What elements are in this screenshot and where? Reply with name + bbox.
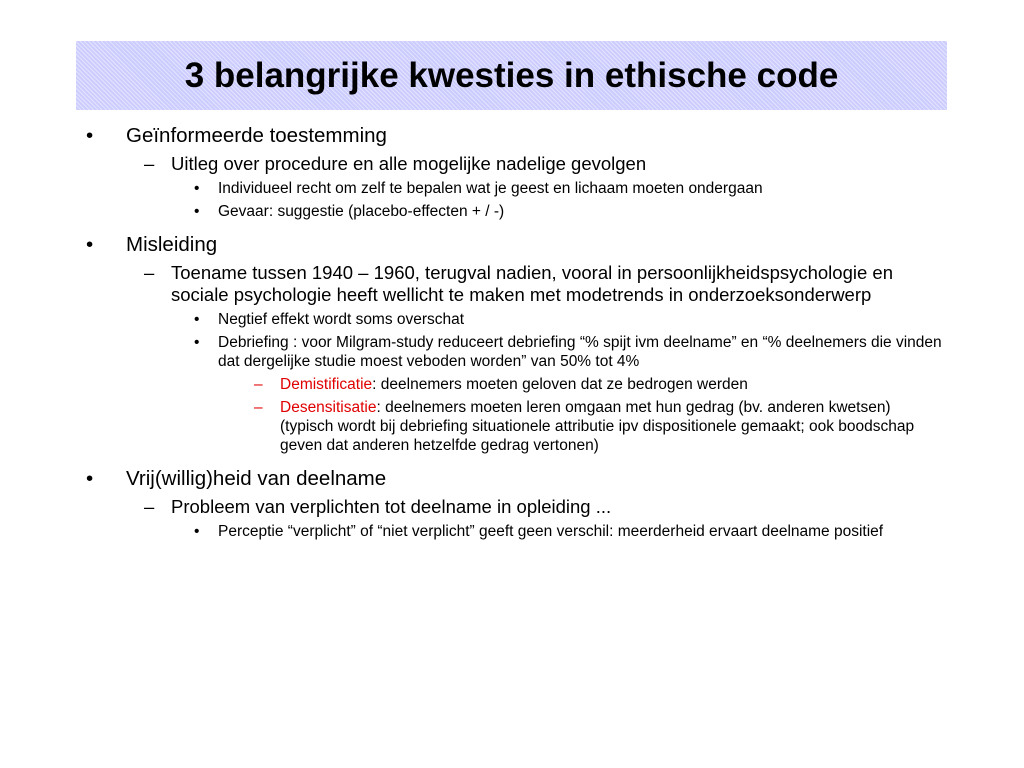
- title-banner: [76, 41, 947, 110]
- sub-bullet-text: Probleem van verplichten tot deelname in opleiding ...: [171, 496, 612, 517]
- sub-sub-bullet-danger: [86, 202, 946, 221]
- bullet-text: Geïnformeerde toestemming: [126, 124, 387, 147]
- bullet-dot-icon: •: [194, 334, 200, 351]
- dash-icon: –: [144, 496, 155, 517]
- bullet-dot-icon: •: [194, 203, 200, 220]
- level4-bullet-text: : deelnemers moeten geloven dat ze bedrogen werden: [372, 376, 748, 393]
- bullet-dot-icon: •: [86, 233, 94, 256]
- level4-bullet-text: : deelnemers moeten leren omgaan met hun gedrag (bv. anderen kwetsen) (typisch wordt bij debriefing situationele attributie ipv dispositionele gemaakt; ook boodschap geven dat anderen hetzelfde gedrag vertonen): [280, 399, 915, 454]
- dash-icon: –: [254, 376, 263, 393]
- level4-bullet-desensitization: [86, 398, 946, 455]
- sub-bullet-text: Toename tussen 1940 – 1960, terugval nadien, vooral in persoonlijkheidspsychologie en sociale psychologie heeft wellicht te maken met modetrends in onderzoeksonderwerp: [171, 262, 893, 305]
- dash-icon: –: [144, 153, 155, 174]
- sub-bullet-increase: [86, 262, 946, 306]
- bullet-dot-icon: •: [86, 124, 94, 147]
- dash-icon: –: [144, 262, 155, 283]
- bullet-deception: [86, 233, 946, 257]
- sub-bullet-text: Uitleg over procedure en alle mogelijke nadelige gevolgen: [171, 153, 647, 174]
- term-desensitization: Desensitisatie: [280, 399, 377, 416]
- level4-bullet-demystification: [86, 375, 946, 394]
- bullet-dot-icon: •: [86, 467, 94, 490]
- sub-sub-bullet-right: [86, 179, 946, 198]
- sub-bullet-obligation: [86, 496, 946, 518]
- sub-sub-bullet-text: Gevaar: suggestie (placebo-effecten + / -): [218, 203, 505, 220]
- bullet-informed-consent: [86, 124, 946, 148]
- sub-sub-bullet-text: Debriefing : voor Milgram-study reduceert debriefing “% spijt ivm deelname” en “% deelnemers die vinden dat dergelijke studie moest veboden worden” van 50% tot 4%: [218, 334, 942, 370]
- sub-sub-bullet-text: Individueel recht om zelf te bepalen wat je geest en lichaam moeten ondergaan: [218, 180, 763, 197]
- sub-sub-bullet-negative-effect: [86, 310, 946, 329]
- sub-sub-bullet-debriefing: [86, 333, 946, 371]
- dash-icon: –: [254, 399, 263, 416]
- bullet-dot-icon: •: [194, 523, 200, 540]
- bullet-text: Vrij(willig)heid van deelname: [126, 467, 387, 490]
- sub-sub-bullet-text: Negtief effekt wordt soms overschat: [218, 311, 465, 328]
- sub-sub-bullet-text: Perceptie “verplicht” of “niet verplicht” geeft geen verschil: meerderheid ervaart deelname positief: [218, 523, 884, 540]
- bullet-voluntary-participation: [86, 467, 946, 491]
- bullet-text: Misleiding: [126, 233, 218, 256]
- sub-sub-bullet-perception: [86, 522, 946, 541]
- bullet-dot-icon: •: [194, 180, 200, 197]
- term-demystification: Demistificatie: [280, 376, 373, 393]
- slide-title: 3 belangrijke kwesties in ethische code: [184, 55, 839, 95]
- sub-bullet-explanation: [86, 153, 946, 175]
- slide-body: [86, 120, 946, 541]
- bullet-dot-icon: •: [194, 311, 200, 328]
